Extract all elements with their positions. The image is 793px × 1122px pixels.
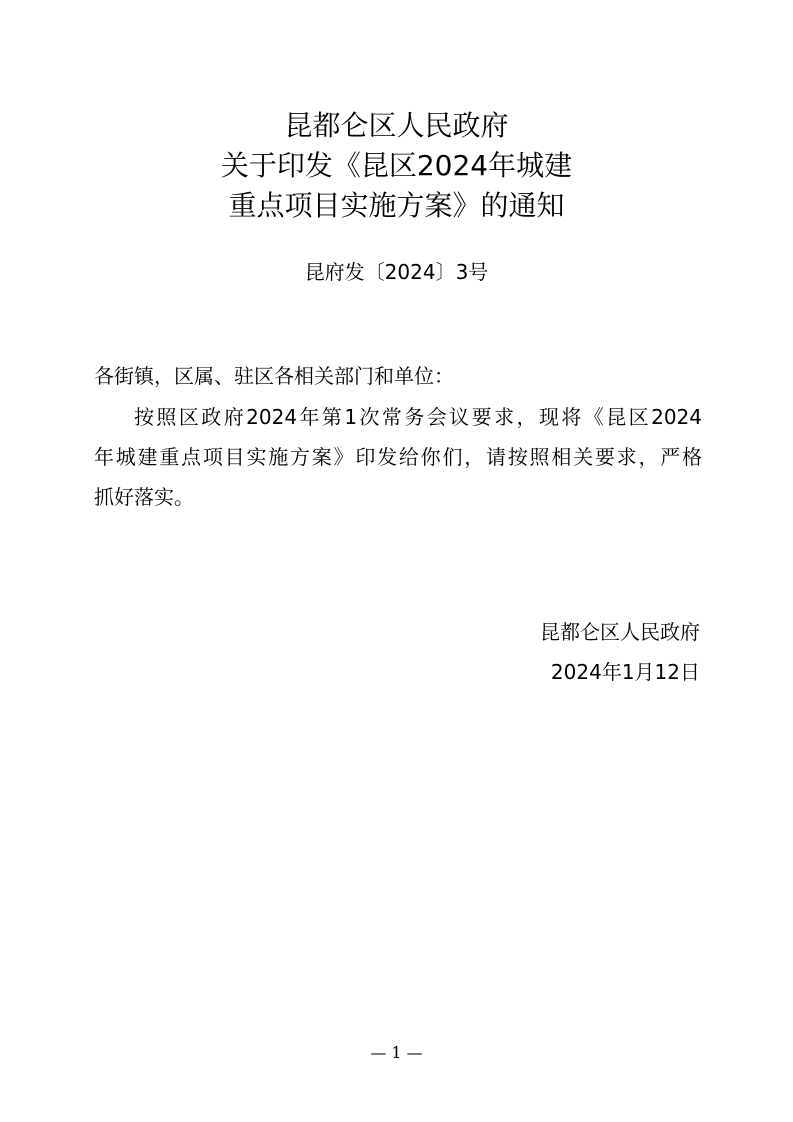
issuer-name: 昆都仑区人民政府 [540,620,700,644]
title-line-1: 昆都仑区人民政府 [284,109,509,142]
document-number: 昆府发〔2024〕3号 [304,260,489,284]
body-line-1: 按照区政府2024年第1次常务会议要求，现将《昆区2024 [134,405,702,429]
signature-block [540,612,700,692]
title-line-3: 重点项目实施方案》的通知 [228,189,565,222]
body-paragraph [94,397,702,517]
salutation: 各街镇，区属、驻区各相关部门和单位： [94,364,454,388]
body-line-2: 年城建重点项目实施方案》印发给你们，请按照相关要求，严格 [94,445,702,469]
body-line-3: 抓好落实。 [94,485,194,509]
title-line-2: 关于印发《昆区2024年城建 [220,149,573,182]
document-title [0,106,793,226]
page-number: — 1 — [370,1043,423,1062]
issue-date: 2024年1月12日 [550,660,700,684]
